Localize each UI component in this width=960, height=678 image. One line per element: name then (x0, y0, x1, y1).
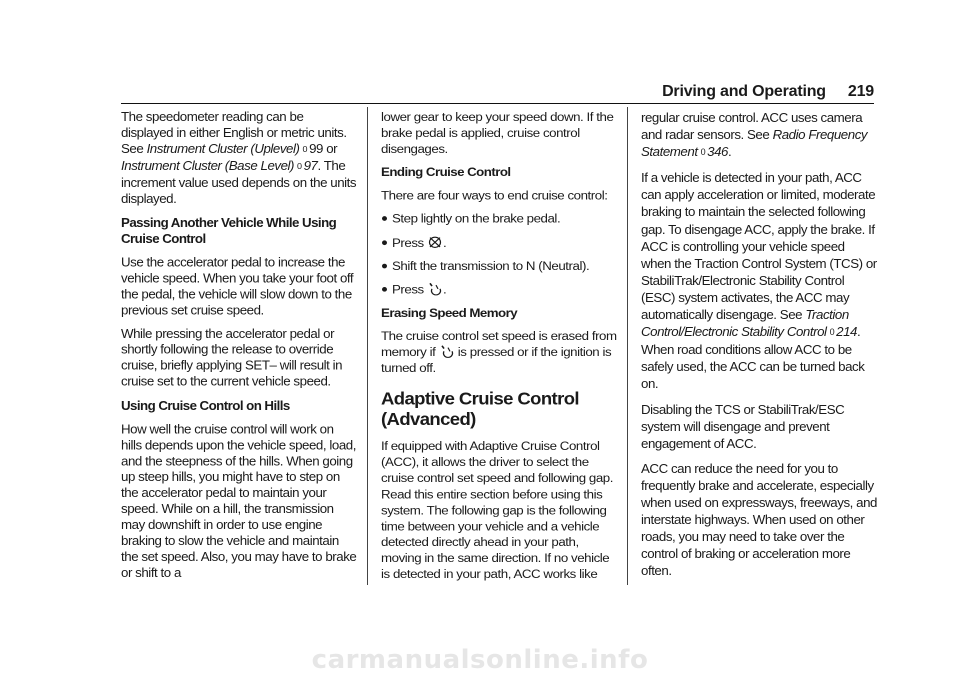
cross-reference-arrow: 0 (829, 327, 835, 338)
reference-link-text: Traction Control/Electronic Stability Control (641, 307, 849, 340)
paragraph-lower-gear: lower gear to keep your speed down. If the brake pedal is applied, cruise control disengages. (381, 109, 614, 156)
text-run: . The increment value used depends on the units displayed. (121, 158, 357, 207)
cruise-on-off-icon (428, 281, 442, 295)
column-3 (641, 109, 877, 587)
header-rule (121, 103, 874, 104)
text-run: regular cruise control. ACC uses camera and radar sensors. See (641, 110, 863, 143)
reference-link-text: 97 (303, 158, 318, 174)
section-title: Driving and Operating (662, 83, 826, 100)
text-run: The cruise control set speed is erased from memory if (381, 328, 617, 359)
text-run: is pressed or if the ignition is turned off. (381, 344, 612, 375)
paragraph-passing: Use the accelerator pedal to increase the vehicle speed. When you take your foot off the pedal, the vehicle will slow down to the previous set cruise speed. (121, 255, 354, 318)
paragraph-four-ways: There are four ways to end cruise control: (381, 188, 608, 203)
cruise-cancel-icon (428, 235, 442, 248)
text-run: If a vehicle is detected in your path, ACC can apply acceleration or limited, moderate braking to maintain the selected following gap. To disengage ACC, apply the brake. If ACC is controlling your vehicle speed when the Traction Control System (TCS) or StabiliTrak/Electronic Stability Control (ESC) system activates, the ACC may automatically disengage. See (641, 170, 877, 323)
reference-link-text: Instrument Cluster (Base Level) (121, 158, 295, 174)
reference-link-text: Instrument Cluster (Uplevel) (146, 141, 300, 157)
bullet-text: Press (392, 235, 427, 250)
bullet-text: Press (392, 282, 427, 297)
bullet-text-end: . (442, 235, 447, 250)
watermark: carmanualsonline.info (311, 645, 649, 675)
subheading-ending: Ending Cruise Control (381, 165, 511, 180)
paragraph-hills: How well the cruise control will work on hills depends upon the vehicle speed, load, and the steepness of the hills. When going up steep hills, you might have to step on the accelerator pedal to maintain your speed. While on a hill, the transmission may downshift in order to use engine braking to slow the vehicle and maintain the set speed. Also, you may have to brake or shift to a (121, 421, 357, 581)
reference-link-text: Radio Frequency Statement (641, 127, 868, 160)
bullet-text-end: . (442, 282, 447, 297)
paragraph-sensors (641, 109, 877, 161)
column-2 (381, 109, 617, 589)
bullet-brake: Step lightly on the brake pedal. (381, 211, 617, 227)
text-run: . When road conditions allow ACC to be safely used, the ACC can be turned back on. (641, 324, 865, 392)
text-run: 99 or (309, 141, 338, 157)
reference-link-text: 346 (707, 144, 728, 160)
paragraph-acc-intro: If equipped with Adaptive Cruise Control (ACC), it allows the driver to select the cruise control set speed and following gap. Read this entire section before using this system. The following gap is the following time between your vehicle and a vehicle detected directly ahead in your path, moving in the same direction. If no vehicle is detected in your path, ACC works like (381, 439, 613, 581)
text-run: . (727, 144, 732, 160)
column-divider-1 (367, 107, 368, 585)
page-number: 219 (847, 83, 874, 100)
bullet-neutral: Shift the transmission to N (Neutral). (381, 258, 617, 274)
paragraph-erasing (381, 328, 617, 376)
reference-link-text: 214 (836, 324, 857, 340)
column-divider-2 (627, 107, 628, 585)
paragraph-detection (641, 169, 877, 392)
subheading-erasing: Erasing Speed Memory (381, 305, 518, 320)
bullet-press-cancel (381, 234, 617, 250)
paragraph-disabling: Disabling the TCS or StabiliTrak/ESC system will disengage and prevent engagement of ACC. (641, 401, 845, 451)
paragraph-units (121, 109, 357, 207)
text-run: The speedometer reading can be displayed in either English or metric units. See (121, 109, 347, 157)
cross-reference-arrow: 0 (700, 147, 706, 158)
page-header (662, 83, 874, 101)
bullet-press-onoff (381, 281, 617, 297)
section-heading-acc: Adaptive Cruise Control (Advanced) (381, 388, 579, 429)
paragraph-reduce: ACC can reduce the need for you to frequently brake and accelerate, especially when used on expressways, freeways, and interstate highways. When used on other roads, you may need to take over the control of braking or acceleration more often. (641, 460, 877, 579)
cross-reference-arrow: 0 (297, 161, 302, 172)
column-1 (121, 109, 357, 589)
paragraph-override: While pressing the accelerator pedal or shortly following the release to override cruise, briefly applying SET– will result in cruise set to the current vehicle speed. (121, 326, 343, 389)
cruise-on-off-icon (440, 344, 454, 358)
cross-reference-arrow: 0 (302, 144, 308, 155)
subheading-hills: Using Cruise Control on Hills (121, 398, 290, 413)
subheading-passing: Passing Another Vehicle While Using Cruise Control (121, 215, 337, 246)
